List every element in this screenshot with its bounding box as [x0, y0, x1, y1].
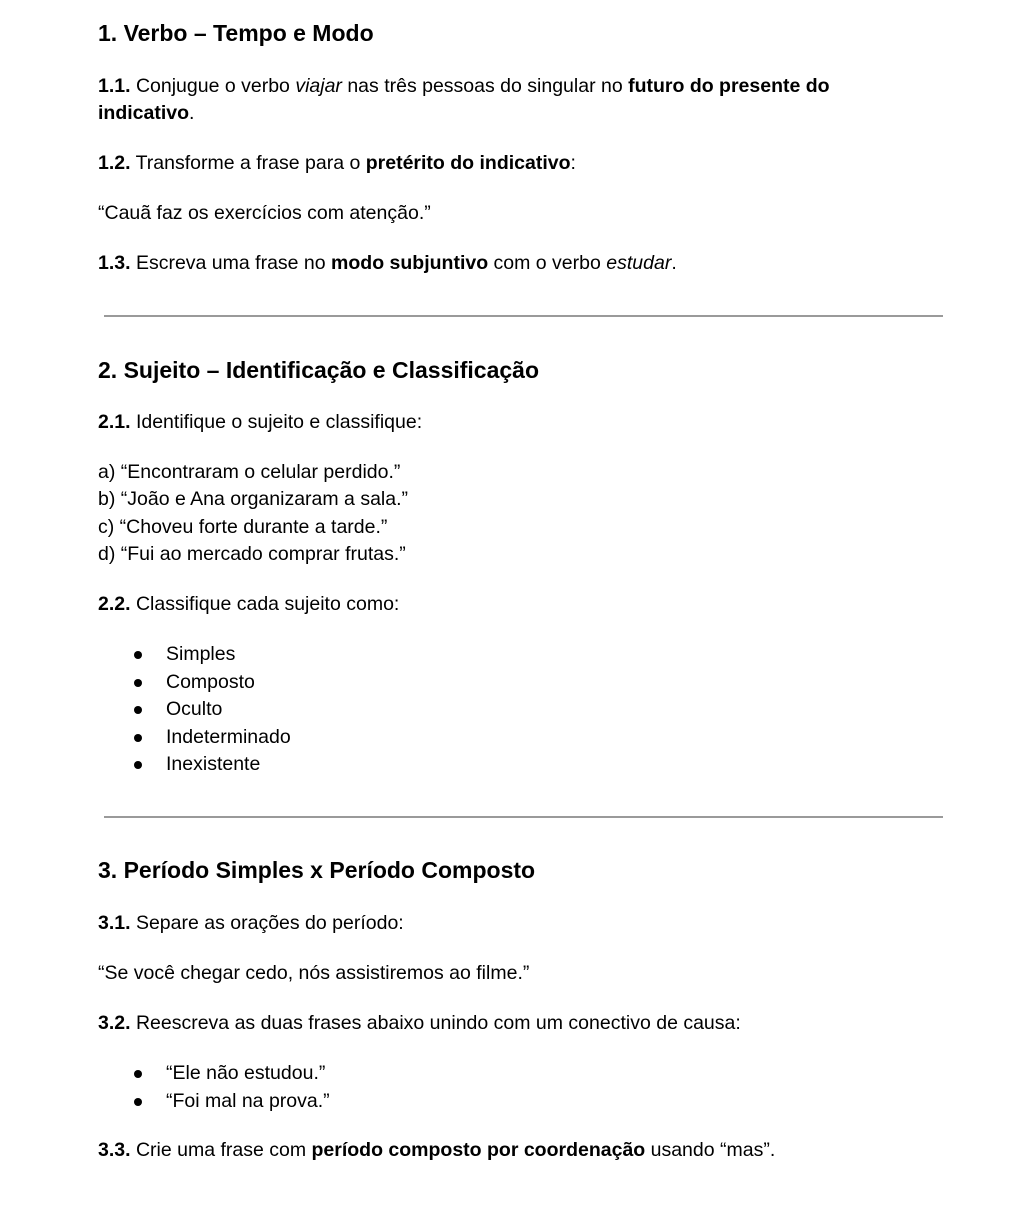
section-2-title: 2. Sujeito – Identificação e Classificação	[98, 357, 540, 383]
quote-1: “Cauã faz os exercícios com atenção.”	[98, 202, 431, 224]
list-item: Inexistente	[98, 751, 291, 779]
bullet-icon	[134, 761, 142, 769]
list-item: “Ele não estudou.”	[98, 1060, 330, 1088]
list-item: “Foi mal na prova.”	[98, 1088, 330, 1116]
question-3-3: 3.3. Crie uma frase com período composto por coordenação usando “mas”.	[98, 1139, 776, 1161]
question-number: 3.1.	[98, 912, 131, 934]
question-1-1: 1.1. Conjugue o verbo viajar nas três pessoas do singular no futuro do presente do indicativo.	[98, 75, 830, 124]
horizontal-divider	[104, 816, 943, 818]
list-item: Oculto	[98, 696, 291, 724]
item-d: d) “Fui ao mercado comprar frutas.”	[98, 543, 406, 565]
bullet-icon	[134, 1098, 142, 1106]
question-number: 1.1.	[98, 75, 131, 97]
question-number: 3.2.	[98, 1012, 131, 1034]
bullet-icon	[134, 651, 142, 659]
question-1-2: 1.2. Transforme a frase para o pretérito do indicativo:	[98, 152, 576, 174]
question-3-2: 3.2. Reescreva as duas frases abaixo unindo com um conectivo de causa:	[98, 1012, 741, 1034]
bullet-icon	[134, 706, 142, 714]
item-b: b) “João e Ana organizaram a sala.”	[98, 488, 409, 510]
section-3-title: 3. Período Simples x Período Composto	[98, 857, 536, 883]
item-c: c) “Choveu forte durante a tarde.”	[98, 516, 388, 538]
bullet-icon	[134, 679, 142, 687]
bullet-icon	[134, 1070, 142, 1078]
question-2-1: 2.1. Identifique o sujeito e classifique:	[98, 411, 423, 433]
question-number: 1.3.	[98, 252, 131, 274]
question-number: 1.2.	[98, 152, 131, 174]
bullet-icon	[134, 734, 142, 742]
verb-estudar: estudar	[606, 252, 672, 274]
list-item: Simples	[98, 641, 291, 669]
list-item: Indeterminado	[98, 724, 291, 752]
section-1-title: 1. Verbo – Tempo e Modo	[98, 20, 374, 46]
question-1-3: 1.3. Escreva uma frase no modo subjuntivo com o verbo estudar.	[98, 252, 677, 274]
subject-types-list	[98, 641, 291, 779]
question-2-2: 2.2. Classifique cada sujeito como:	[98, 593, 400, 615]
question-number: 3.3.	[98, 1139, 131, 1161]
quote-3: “Se você chegar cedo, nós assistiremos ao filme.”	[98, 962, 530, 984]
item-a: a) “Encontraram o celular perdido.”	[98, 461, 401, 483]
horizontal-divider	[104, 315, 943, 317]
verb-viajar: viajar	[295, 75, 342, 97]
question-number: 2.1.	[98, 411, 131, 433]
phrases-list	[98, 1060, 330, 1115]
question-3-1: 3.1. Separe as orações do período:	[98, 912, 404, 934]
question-number: 2.2.	[98, 593, 131, 615]
list-item: Composto	[98, 669, 291, 697]
